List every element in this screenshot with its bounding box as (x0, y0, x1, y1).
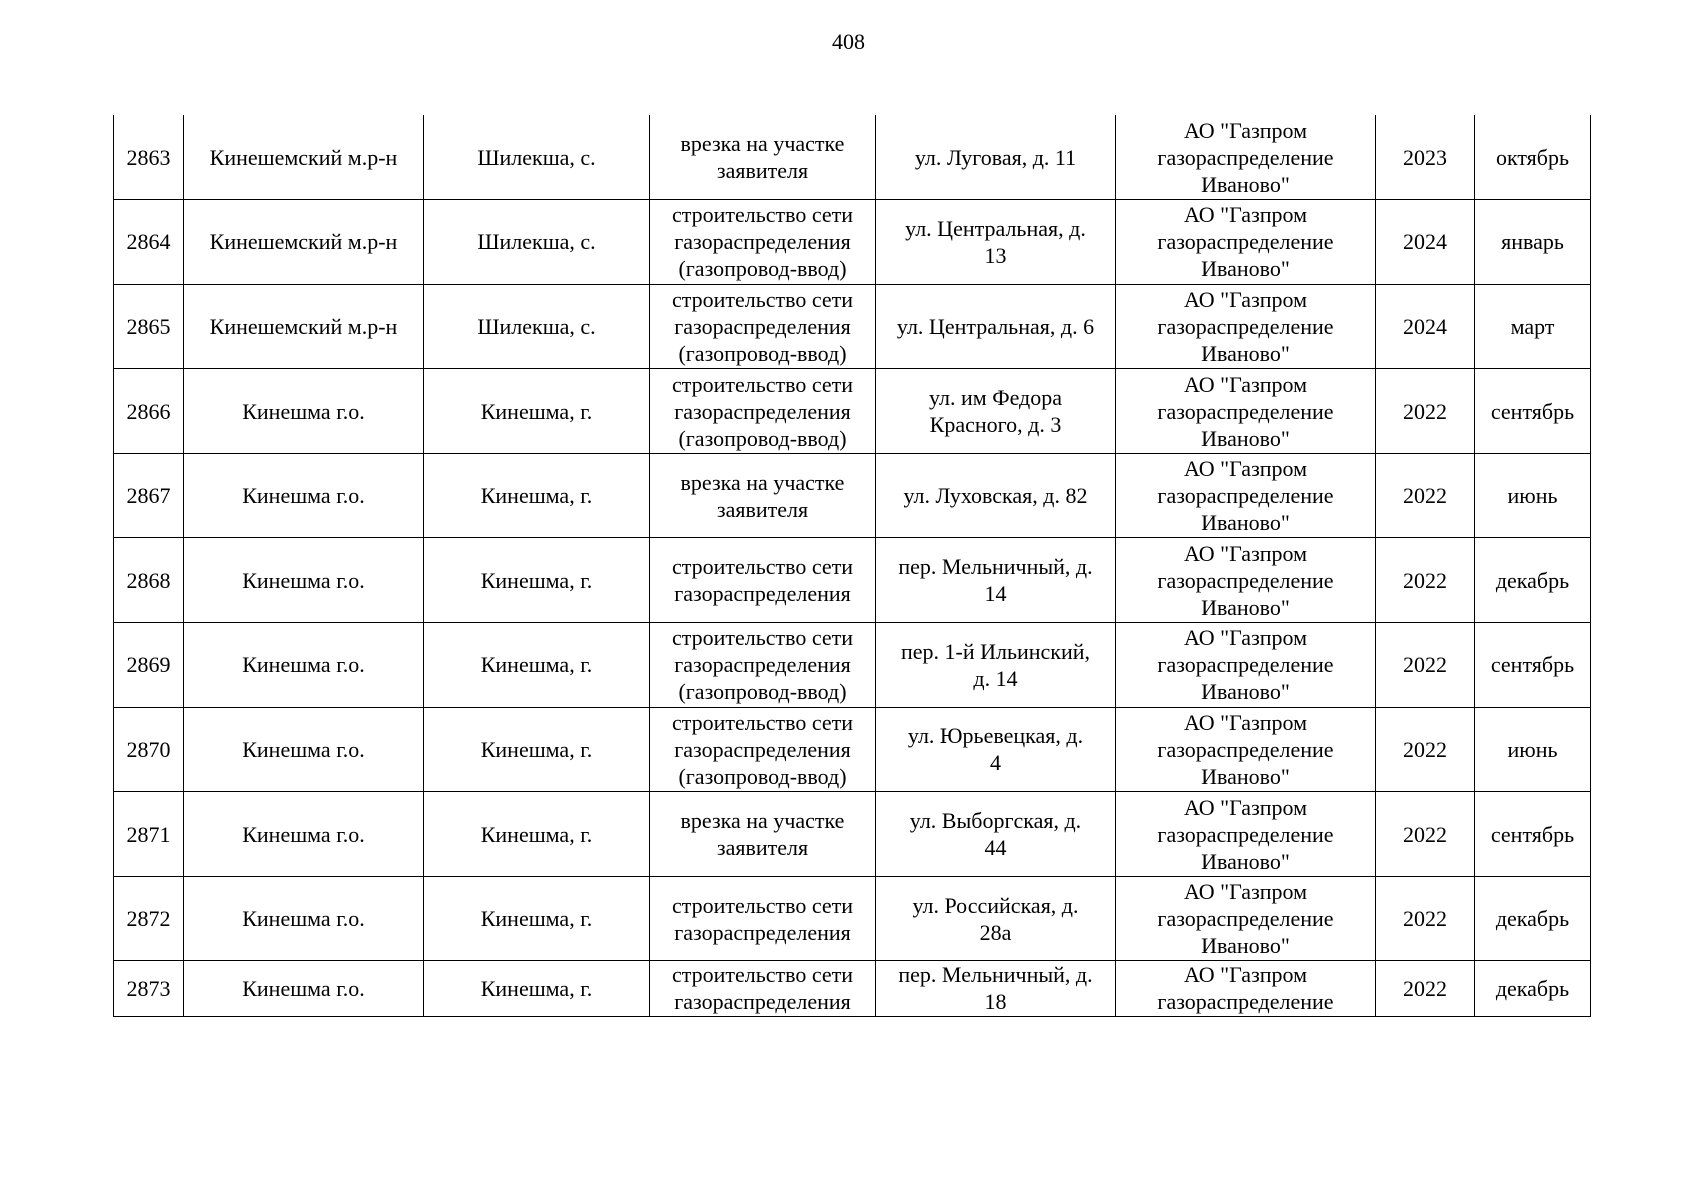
cell-number: 2870 (114, 707, 184, 792)
cell-district: Кинешемский м.р-н (184, 284, 424, 369)
cell-settlement: Кинешма, г. (424, 369, 650, 454)
cell-settlement: Шилекша, с. (424, 284, 650, 369)
cell-number: 2864 (114, 200, 184, 285)
table-row (114, 961, 1591, 1017)
cell-number: 2871 (114, 792, 184, 877)
cell-district: Кинешма г.о. (184, 538, 424, 623)
cell-settlement: Кинешма, г. (424, 623, 650, 708)
cell-address: ул. Луговая, д. 11 (876, 115, 1116, 200)
cell-month: март (1475, 284, 1591, 369)
cell-district: Кинешма г.о. (184, 876, 424, 961)
cell-year: 2022 (1376, 792, 1475, 877)
page-number: 408 (832, 29, 865, 54)
cell-number: 2867 (114, 453, 184, 538)
table-row (114, 876, 1591, 961)
cell-address: ул. Луховская, д. 82 (876, 453, 1116, 538)
table-row (114, 200, 1591, 285)
cell-organization: АО "Газпром газораспределение (1116, 961, 1376, 1017)
cell-organization: АО "Газпром газораспределение Иваново" (1116, 115, 1376, 200)
cell-year: 2022 (1376, 961, 1475, 1017)
cell-work-type: строительство сети газораспределения (газопровод-ввод) (650, 707, 876, 792)
cell-organization: АО "Газпром газораспределение Иваново" (1116, 876, 1376, 961)
cell-address: пер. Мельничный, д. 14 (876, 538, 1116, 623)
cell-month: декабрь (1475, 538, 1591, 623)
table-row (114, 284, 1591, 369)
cell-month: июнь (1475, 707, 1591, 792)
cell-organization: АО "Газпром газораспределение Иваново" (1116, 369, 1376, 454)
cell-settlement: Кинешма, г. (424, 707, 650, 792)
cell-year: 2022 (1376, 369, 1475, 454)
cell-address: ул. им Федора Красного, д. 3 (876, 369, 1116, 454)
cell-work-type: строительство сети газораспределения (650, 538, 876, 623)
cell-district: Кинешма г.о. (184, 707, 424, 792)
cell-number: 2872 (114, 876, 184, 961)
cell-organization: АО "Газпром газораспределение Иваново" (1116, 200, 1376, 285)
cell-district: Кинешма г.о. (184, 369, 424, 454)
cell-work-type: врезка на участке заявителя (650, 453, 876, 538)
cell-organization: АО "Газпром газораспределение Иваново" (1116, 792, 1376, 877)
cell-address: ул. Российская, д. 28а (876, 876, 1116, 961)
cell-address: пер. Мельничный, д. 18 (876, 961, 1116, 1017)
cell-year: 2024 (1376, 284, 1475, 369)
cell-district: Кинешма г.о. (184, 961, 424, 1017)
table-row (114, 453, 1591, 538)
cell-settlement: Шилекша, с. (424, 200, 650, 285)
cell-year: 2022 (1376, 538, 1475, 623)
cell-number: 2869 (114, 623, 184, 708)
cell-settlement: Кинешма, г. (424, 876, 650, 961)
cell-district: Кинешма г.о. (184, 792, 424, 877)
cell-month: сентябрь (1475, 792, 1591, 877)
cell-number: 2873 (114, 961, 184, 1017)
cell-number: 2868 (114, 538, 184, 623)
cell-organization: АО "Газпром газораспределение Иваново" (1116, 453, 1376, 538)
cell-year: 2022 (1376, 623, 1475, 708)
gas-connection-table (113, 115, 1591, 1017)
cell-work-type: строительство сети газораспределения (650, 876, 876, 961)
cell-month: сентябрь (1475, 369, 1591, 454)
cell-work-type: врезка на участке заявителя (650, 115, 876, 200)
table-row (114, 369, 1591, 454)
cell-settlement: Кинешма, г. (424, 538, 650, 623)
table-row (114, 538, 1591, 623)
cell-settlement: Кинешма, г. (424, 792, 650, 877)
table-row (114, 623, 1591, 708)
cell-year: 2022 (1376, 707, 1475, 792)
cell-district: Кинешма г.о. (184, 453, 424, 538)
cell-month: декабрь (1475, 876, 1591, 961)
cell-month: июнь (1475, 453, 1591, 538)
cell-settlement: Шилекша, с. (424, 115, 650, 200)
cell-work-type: строительство сети газораспределения (газопровод-ввод) (650, 200, 876, 285)
cell-district: Кинешма г.о. (184, 623, 424, 708)
cell-address: ул. Выборгская, д. 44 (876, 792, 1116, 877)
cell-address: ул. Центральная, д. 6 (876, 284, 1116, 369)
cell-organization: АО "Газпром газораспределение Иваново" (1116, 284, 1376, 369)
cell-year: 2023 (1376, 115, 1475, 200)
cell-month: январь (1475, 200, 1591, 285)
cell-work-type: врезка на участке заявителя (650, 792, 876, 877)
cell-address: ул. Центральная, д. 13 (876, 200, 1116, 285)
cell-address: пер. 1-й Ильинский, д. 14 (876, 623, 1116, 708)
table-row (114, 707, 1591, 792)
cell-settlement: Кинешма, г. (424, 961, 650, 1017)
cell-month: декабрь (1475, 961, 1591, 1017)
cell-district: Кинешемский м.р-н (184, 115, 424, 200)
cell-number: 2863 (114, 115, 184, 200)
gas-connection-table-container (113, 115, 1591, 1017)
cell-month: сентябрь (1475, 623, 1591, 708)
cell-organization: АО "Газпром газораспределение Иваново" (1116, 623, 1376, 708)
cell-work-type: строительство сети газораспределения (газопровод-ввод) (650, 284, 876, 369)
cell-address: ул. Юрьевецкая, д. 4 (876, 707, 1116, 792)
cell-work-type: строительство сети газораспределения (650, 961, 876, 1017)
cell-work-type: строительство сети газораспределения (газопровод-ввод) (650, 623, 876, 708)
cell-number: 2866 (114, 369, 184, 454)
cell-number: 2865 (114, 284, 184, 369)
cell-year: 2024 (1376, 200, 1475, 285)
table-row (114, 115, 1591, 200)
cell-year: 2022 (1376, 876, 1475, 961)
cell-month: октябрь (1475, 115, 1591, 200)
table-row (114, 792, 1591, 877)
cell-year: 2022 (1376, 453, 1475, 538)
cell-district: Кинешемский м.р-н (184, 200, 424, 285)
cell-settlement: Кинешма, г. (424, 453, 650, 538)
cell-organization: АО "Газпром газораспределение Иваново" (1116, 538, 1376, 623)
cell-work-type: строительство сети газораспределения (газопровод-ввод) (650, 369, 876, 454)
cell-organization: АО "Газпром газораспределение Иваново" (1116, 707, 1376, 792)
